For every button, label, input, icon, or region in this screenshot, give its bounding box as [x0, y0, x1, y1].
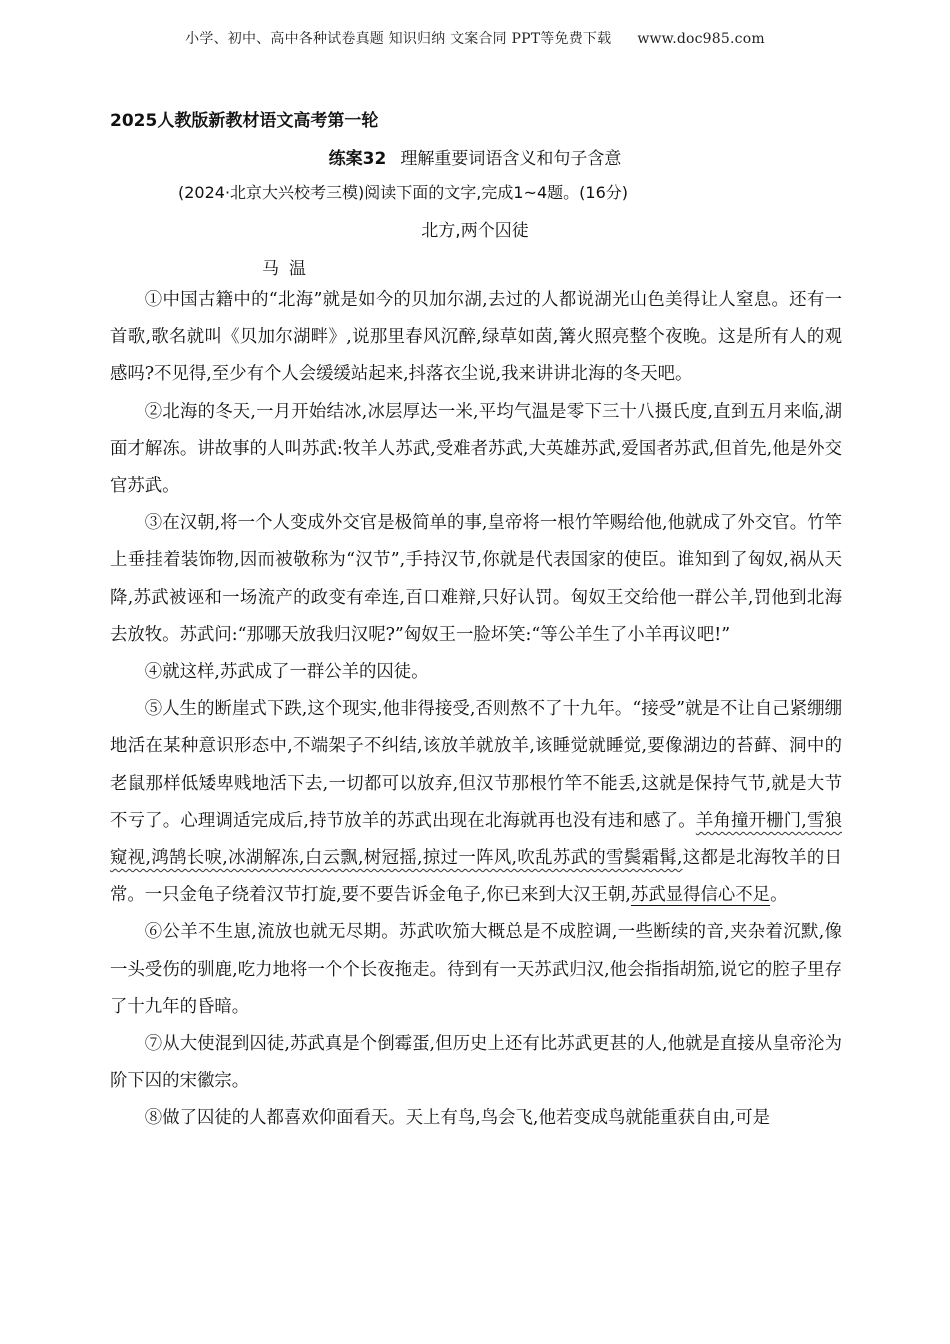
paragraph-5-end: 。	[770, 885, 788, 906]
series-title: 2025人教版新教材语文高考第一轮	[110, 111, 379, 131]
lesson-title: 理解重要词语含义和句子含意	[400, 149, 622, 169]
wavy-underlined-sentence: 羊角撞开栅门,雪狼窥视,鸿鹄长唳,冰湖解冻,白云飘,树冠摇,掠过一阵风,吹乱苏武的雪鬓霜髯,	[110, 810, 842, 869]
paragraph-8: ⑧做了囚徒的人都喜欢仰面看天。天上有鸟,鸟会飞,他若变成鸟就能重获自由,可是	[144, 1108, 771, 1129]
paragraph-1: ①中国古籍中的“北海”就是如今的贝加尔湖,去过的人都说湖光山色美得让人窒息。还有一首歌,歌名就叫《贝加尔湖畔》,说那里春风沉醉,绿草如茵,篝火照亮整个夜晚。这是所有人的观感吗?不见得,至少有个人会缓缓站起来,抖落衣尘说,我来讲讲北海的冬天吧。	[110, 290, 842, 385]
paragraph-5-part-a: ⑤人生的断崖式下跌,这个现实,他非得接受,否则熬不了十九年。“接受”就是不让自己紧绷绷地活在某种意识形态中,不端架子不纠结,该放羊就放羊,该睡觉就睡觉,要像湖边的苔藓、洞中的老鼠那样低矮卑贱地活下去,一切都可以放弃,但汉节那根竹竿不能丢,这就是保持气节,就是大节不亏了。心理调适完成后,持节放羊的苏武出现在北海就再也没有违和感了。	[110, 699, 842, 831]
paragraph-7: ⑦从大使混到囚徒,苏武真是个倒霉蛋,但历史上还有比苏武更甚的人,他就是直接从皇帝沦为阶下囚的宋徽宗。	[110, 1034, 842, 1092]
paragraph-5	[110, 691, 842, 914]
paragraph-4: ④就这样,苏武成了一群公羊的囚徒。	[144, 662, 429, 683]
article-title: 北方,两个囚徒	[421, 221, 529, 241]
article-body	[110, 282, 842, 1138]
paragraph-3: ③在汉朝,将一个人变成外交官是极简单的事,皇帝将一根竹竿赐给他,他就成了外交官。竹竿上垂挂着装饰物,因而被敬称为“汉节”,手持汉节,你就是代表国家的使臣。谁知到了匈奴,祸从天降,苏武被诬和一场流产的政变有牵连,百口难辩,只好认罚。匈奴王交给他一群公羊,罚他到北海去放牧。苏武问:“那哪天放我归汉呢?”匈奴王一脸坏笑:“等公羊生了小羊再议吧!”	[110, 513, 842, 645]
lesson-number: 练案32	[328, 149, 387, 169]
article-author: 马温	[262, 259, 316, 279]
paragraph-5-part-b: 这都是北海牧羊的日常。一只金龟子绕着汉节打旋,要不要告诉金龟子,你已来到大汉王朝,	[110, 848, 842, 906]
paragraph-2: ②北海的冬天,一月开始结冰,冰层厚达一米,平均气温是零下三十八摄氏度,直到五月来临,湖面才解冻。讲故事的人叫苏武:牧羊人苏武,受难者苏武,大英雄苏武,爱国者苏武,但首先,他是外交官苏武。	[110, 401, 842, 497]
paragraph-6: ⑥公羊不生崽,流放也就无尽期。苏武吹笳大概总是不成腔调,一些断续的音,夹杂着沉默,像一头受伤的驯鹿,吃力地将一个个长夜拖走。待到有一天苏武归汉,他会指指胡笳,说它的腔子里存了十九年的昏暗。	[110, 922, 842, 1017]
lesson-heading	[0, 144, 950, 169]
site-header	[0, 28, 950, 48]
header-url[interactable]: www.doc985.com	[637, 31, 765, 47]
source-line: (2024·北京大兴校考三模)阅读下面的文字,完成1~4题。(16分)	[178, 183, 628, 202]
underlined-sentence: 苏武显得信心不足	[630, 885, 771, 906]
header-text: 小学、初中、高中各种试卷真题 知识归纳 文案合同 PPT等免费下载	[185, 31, 612, 47]
